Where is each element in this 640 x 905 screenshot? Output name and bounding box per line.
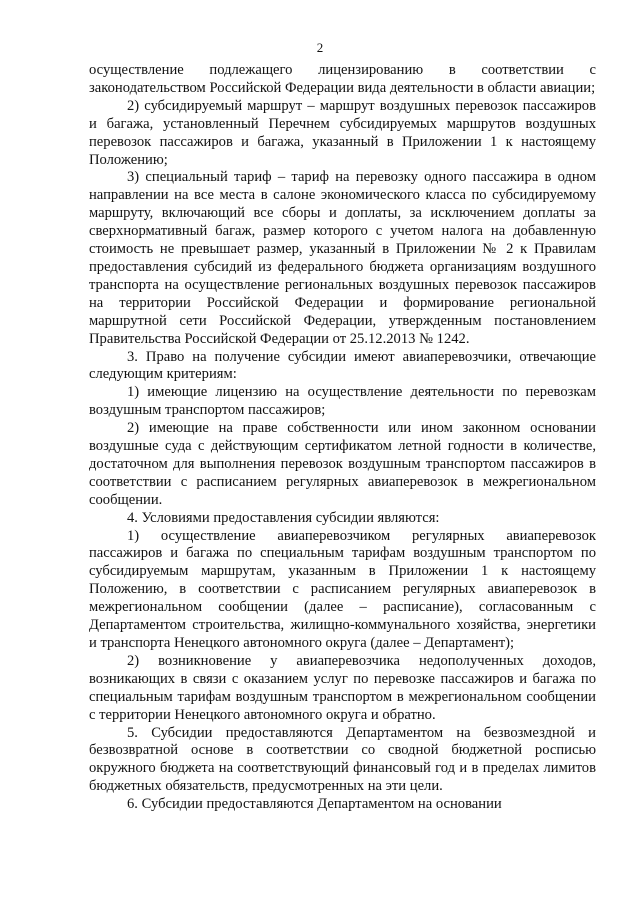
paragraph-lost-revenue: 2) возникновение у авиаперевозчика недополученных доходов, возникающих в связи с оказанием услуг по перевозке пассажиров и багажа по специальным тарифам воздушным транспортом в межрегиональном сообщении с территории Ненецкого автономного округа и обратно.: [89, 652, 596, 723]
paragraph-aircraft: 2) имеющие на праве собственности или ином законном основании воздушные суда с действующим сертификатом летной годности в количестве, достаточном для выполнения перевозок воздушным транспортом пассажиров в соответствии с расписанием регулярных авиаперевозок в межрегиональном сообщении.: [89, 420, 596, 508]
paragraph-funding: 5. Субсидии предоставляются Департаментом на безвозмездной и безвозвратной основе в соответствии со сводной бюджетной росписью окружного бюджета на соответствующий финансовый год и в пределах лимитов бюджетных обязательств, предусмотренных на эти цели.: [89, 724, 596, 795]
paragraph-special-tariff: 3) специальный тариф – тариф на перевозку одного пассажира в одном направлении на все места в салоне экономического класса по субсидируемому маршруту, включающий все сборы и доплаты, за исключением доплаты за сверхнормативный багаж, размер которого с учетом налога на добавленную стоимость не превышает размер, указанный в Приложении № 2 к Правилам предоставления субсидий из федерального бюджета организациям воздушного транспорта на осуществление региональных воздушных перевозок пассажиров на территории Российской Федерации и формирование региональной маршрутной сети Российской Федерации, утвержденным постановлением Правительства Российской Федерации от 25.12.2013 № 1242.: [89, 169, 596, 347]
paragraph-conditions: 4. Условиями предоставления субсидии являются:: [127, 509, 440, 526]
page-number: 2: [316, 40, 324, 55]
paragraph-regular-flights: 1) осуществление авиаперевозчиком регулярных авиаперевозок пассажиров и багажа по специальным тарифам воздушным транспортом по субсидируемым маршрутам, указанным в Приложении 1 к настоящему Положению, в соответствии с расписанием регулярных авиаперевозок в межрегиональном сообщении (далее – расписание), согласованным с Департаментом строительства, жилищно-коммунального хозяйства, энергетики и транспорта Ненецкого автономного округа (далее – Департамент);: [89, 527, 596, 651]
paragraph-aviation-activity: осуществление подлежащего лицензированию в соответствии с законодательством Российской Федерации вида деятельности в области авиации;: [89, 62, 596, 96]
paragraph-basis: 6. Субсидии предоставляются Департаментом на основании: [127, 796, 502, 813]
paragraph-eligibility: 3. Право на получение субсидии имеют авиаперевозчики, отвечающие следующим критериям:: [89, 348, 596, 383]
document-body: [89, 62, 596, 814]
paragraph-subsidized-route: 2) субсидируемый маршрут – маршрут воздушных перевозок пассажиров и багажа, установленный Перечнем субсидируемых маршрутов воздушных перевозок пассажиров и багажа, указанный в Приложении 1 к настоящему Положению;: [89, 97, 596, 168]
paragraph-license: 1) имеющие лицензию на осуществление деятельности по перевозкам воздушным транспортом пассажиров;: [89, 384, 596, 419]
